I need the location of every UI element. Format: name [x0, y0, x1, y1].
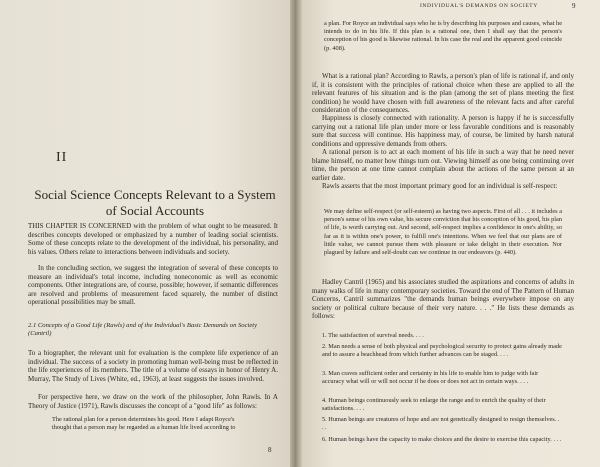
quote-start: The rational plan for a person determines his good. Here I adapt Royce's thought that a person may be regarded as a human life lived according to [52, 416, 236, 432]
paragraph-happiness: Happiness is closely connected with rationality. A person is happy if he is successfully carrying out a rational life plan under more or less favorable conditions and is reasonably sure that success will continue. His happiness may, of course, be limited by harsh natural conditions and oppressive demands from others. [312, 114, 574, 148]
demand-item: 6. Human beings have the capacity to make choices and the desire to exercise this capacity. . . . [322, 436, 562, 443]
demand-item: 4. Human beings continuously seek to enlarge the range and to enrich the quality of their satisfactions. . . . [322, 397, 546, 413]
section-paragraph-1: To a biographer, the relevant unit for evaluation is the complete life experience of an individual. The success of a society in promoting human well-being must be reflected in the life experiences of its members. The title of a volume of essays in honor of Henry A. Murray, The Study of Lives (White, ed., 1963), at least suggests the issues involved. [28, 349, 278, 383]
book-gutter [290, 0, 302, 467]
section-heading: 2.1 Concepts of a Good Life (Rawls) and of the Individual's Basic Demands on Society (Cantril) [28, 322, 258, 338]
running-head: INDIVIDUAL'S DEMANDS ON SOCIETY [420, 3, 538, 9]
paragraph-cantril: Hadley Cantril (1965) and his associates studied the aspirations and concerns of adults in many walks of life in many contemporary societies. Toward the end of The Pattern of Human Concerns, Cantril summarizes "the demands human beings everywhere impose on any society or political culture because of their very nature. . . ." He lists these demands as follows: [312, 278, 574, 321]
chapter-title: Social Science Concepts Relevant to a System of Social Accounts [34, 187, 276, 218]
chapter-number: II [56, 150, 68, 165]
paragraph-rational-plan: What is a rational plan? According to Rawls, a person's plan of life is rational if, and only if, it is consistent with the principles of rational choice when these are applied to all the relevant features of his situation and is the plan (among the set of plans meeting the first condition) he would have chosen with full awareness of the relevant facts and after careful consideration of the consequences. [312, 72, 574, 115]
demand-item: 1. The satisfaction of survival needs. . . . [322, 332, 424, 339]
paragraph-self-respect: Rawls asserts that the most important primary good for an individual is self-respect: [322, 182, 558, 190]
paragraph-rational-person: A rational person is to act at each moment of his life in such a way that he need never blame himself, no matter how things turn out. Viewing himself as one being continuing over time, the person at one time cannot complain about the actions of the same person at an earlier date. [312, 148, 574, 182]
demand-item: 5. Human beings are creatures of hope and are not genetically designed to resign themselves. . . . [322, 416, 560, 432]
page-number-left: 8 [268, 446, 272, 454]
demand-item: 3. Man craves sufficient order and certainty in his life to enable him to judge with fair accuracy what will or will not occur if he does or does not act in certain ways. . . . [322, 370, 539, 386]
section-paragraph-2: For perspective here, we draw on the work of the philosopher, John Rawls. In A Theory of Justice (1971), Rawls discusses the concept of a "good life" as follows: [28, 393, 278, 410]
page-number-right: 9 [572, 2, 576, 10]
intro-paragraph-2: In the concluding section, we suggest the integration of several of these concepts to measure an individual's total income, including noneconomic as well as economic components. Other integrations are, of course, possible; however, if semantic differences are resolved and problems of measurement faced squarely, the number of distinct operational possibilities may be small. [28, 264, 278, 307]
demand-item: 2. Man needs a sense of both physical and psychological security to protect gains already made and to assure a beachhead from which further advances can be staged. . . . [322, 343, 562, 359]
intro-paragraph-1: THIS CHAPTER IS CONCERNED with the problem of what ought to be measured. It describes concepts developed or emphasized by a number of leading social scientists. Some of these concepts relate to the development of the individual, his personality, and his values. Others relate to interactions between individuals and society. [28, 222, 278, 256]
left-page [0, 0, 294, 467]
quote-self-respect: We may define self-respect (or self-esteem) as having two aspects. First of all . . . it includes a person's sense of his own value, his secure conviction that his conception of his good, his plan of life, is worth carrying out. And second, self-respect implies a confidence in one's ability, so far as it is within one's power, to fulfill one's intentions. When we feel that our plans are of little value, we cannot pursue them with pleasure or take delight in their execution. Nor plagued by failure and self-doubt can we continue in our endeavors (p. 440). [324, 208, 562, 257]
quote-continued: a plan. For Royce an individual says who he is by describing his purposes and causes, what he intends to do in his life. If this plan is a rational one, then I shall say that the person's conception of his good is likewise rational. In his case the real and the apparent good coincide (p. 408). [324, 20, 562, 52]
